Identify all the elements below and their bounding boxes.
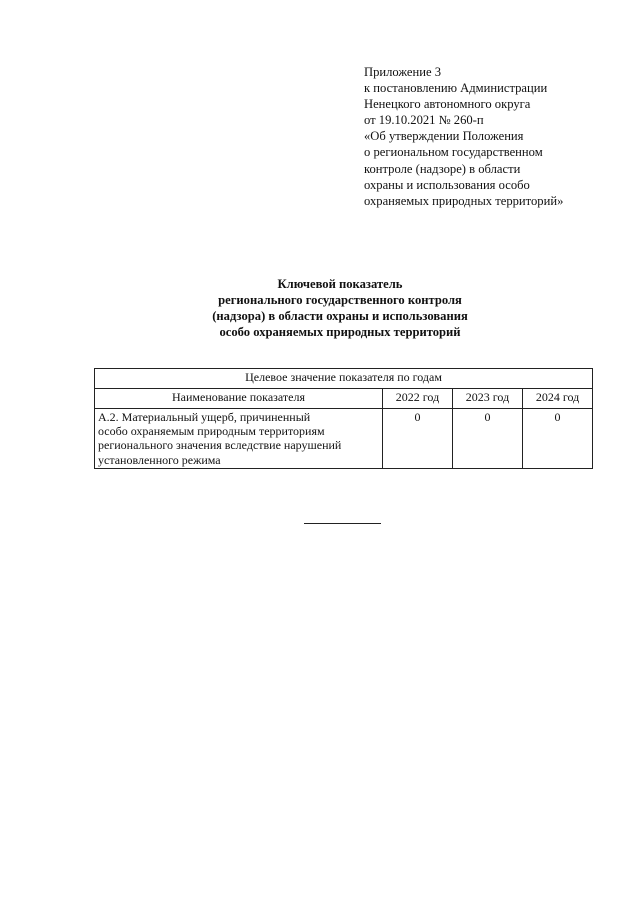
table-header-row	[95, 389, 593, 409]
title-line: Ключевой показатель	[277, 277, 403, 291]
appendix-line: Приложение 3	[364, 65, 442, 79]
title-line: регионального государственного контроля	[218, 293, 462, 307]
appendix-line: охраняемых природных территорий»	[364, 193, 564, 208]
appendix-header	[364, 64, 624, 209]
value-cell: 0	[523, 409, 593, 469]
appendix-line: Ненецкого автономного округа	[364, 97, 531, 112]
year-header-cell: 2023 год	[453, 389, 523, 409]
appendix-line: от 19.10.2021 № 260-п	[364, 113, 484, 128]
appendix-line: о региональном государственном	[364, 145, 543, 160]
indicators-table	[94, 368, 593, 469]
year-header-cell: 2022 год	[383, 389, 453, 409]
title-line: (надзора) в области охраны и использования	[212, 309, 468, 323]
value-cell: 0	[383, 409, 453, 469]
table-group-header-row	[95, 369, 593, 389]
appendix-line: охраны и использования особо	[364, 177, 530, 192]
indicator-name-cell	[95, 409, 383, 469]
value-cell: 0	[453, 409, 523, 469]
indicator-name-line: установленного режима	[98, 452, 221, 467]
indicator-name-line: регионального значения вследствие нарушений	[98, 438, 342, 453]
year-header-cell: 2024 год	[523, 389, 593, 409]
appendix-line: контроле (надзоре) в области	[364, 161, 521, 176]
appendix-line: к постановлению Администрации	[364, 81, 548, 96]
title-line: особо охраняемых природных территорий	[219, 325, 461, 339]
indicator-name-line: особо охраняемым природным территориям	[98, 424, 325, 439]
document-title	[140, 276, 540, 340]
closing-divider	[304, 523, 381, 524]
indicator-name-line: А.2. Материальный ущерб, причиненный	[98, 410, 311, 424]
table-row	[95, 409, 593, 469]
group-header-cell: Целевое значение показателя по годам	[95, 369, 593, 389]
name-header-cell: Наименование показателя	[95, 389, 383, 409]
appendix-line: «Об утверждении Положения	[364, 129, 524, 144]
